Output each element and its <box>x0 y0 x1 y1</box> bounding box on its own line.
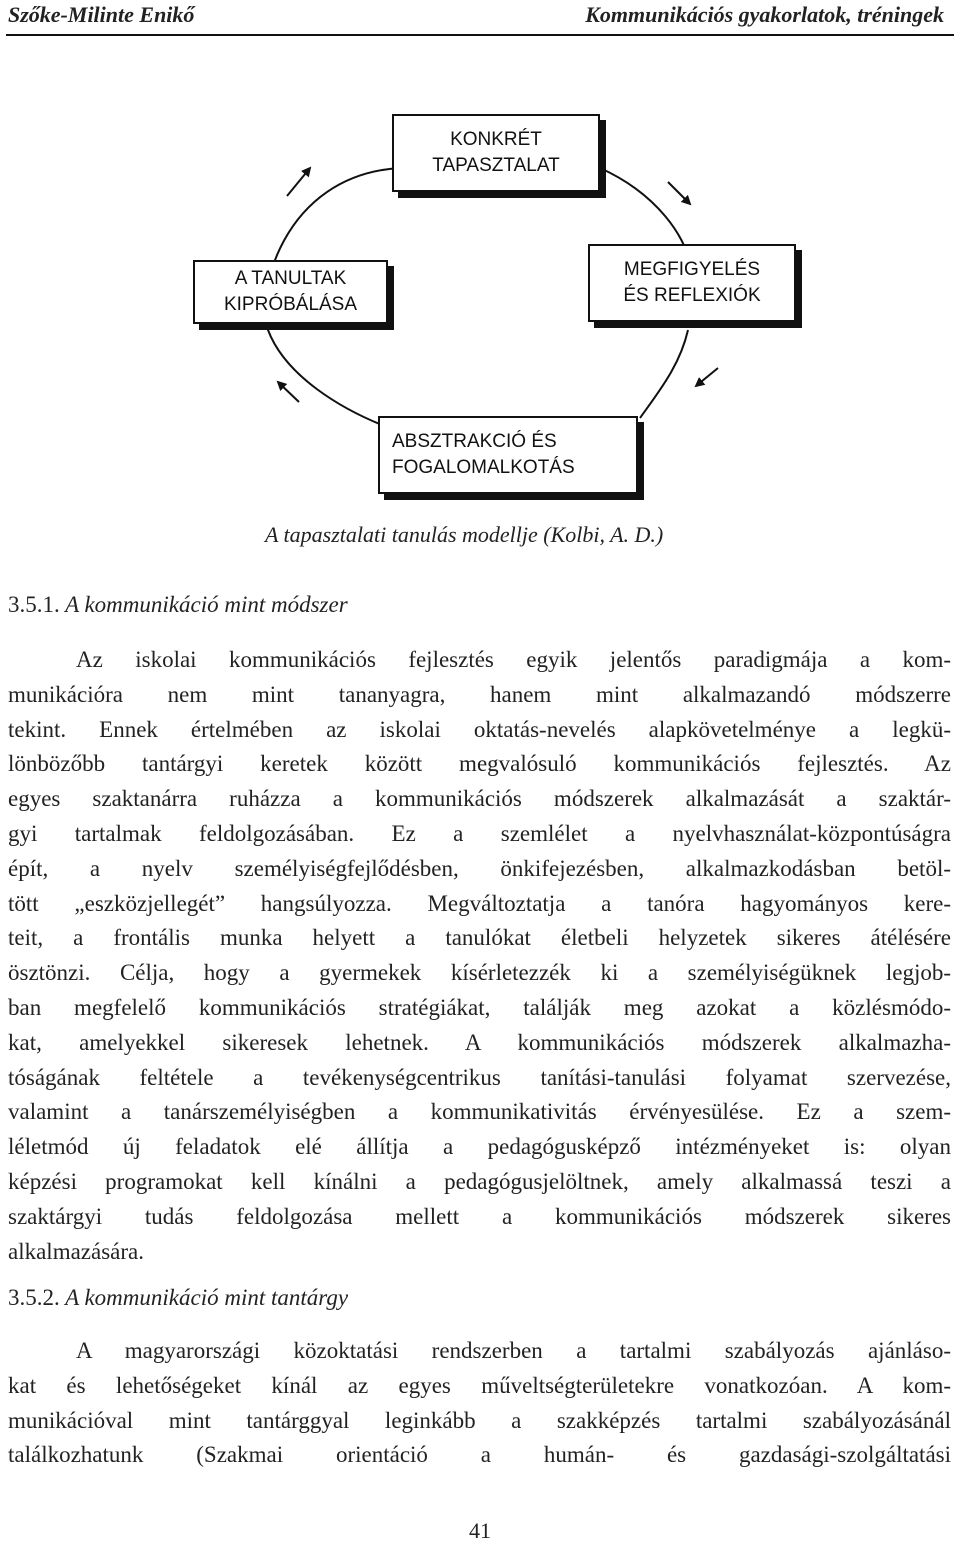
section-number: 3.5.2. <box>8 1285 60 1310</box>
text-line: valamint a tanárszemélyiségben a kommunikativitás érvényesülése. Ez a szem- <box>8 1099 951 1125</box>
text-line: lönbözőbb tantárgyi keretek között megvalósuló kommunikációs fejlesztés. Az <box>8 751 951 777</box>
page-number: 41 <box>469 1518 491 1543</box>
section-title: A kommunikáció mint módszer <box>65 592 348 617</box>
text-line: A magyarországi közoktatási rendszerben a tartalmi szabályozás ajánláso- <box>76 1338 951 1363</box>
box-left-line-2: KIPRÓBÁLÁSA <box>223 294 358 315</box>
section-heading-2 <box>8 1285 348 1311</box>
text-line: ösztönzi. Célja, hogy a gyermekek kísérletezzék ki a személyiségüknek legjob- <box>8 960 951 986</box>
section-number: 3.5.1. <box>8 592 60 617</box>
cycle-arc-right-lower <box>640 330 688 418</box>
text-line: munikációval mint tantárggyal leginkább a szakképzés tartalmi szabályozásánál <box>8 1407 951 1433</box>
box-observation-reflection <box>588 244 796 322</box>
box-right-line-1: MEGFIGYELÉS <box>623 259 761 280</box>
text-line: találkozhatunk (Szakmai orientáció a humán- és gazdasági-szolgáltatási <box>8 1442 951 1468</box>
text-line: ban megfelelő kommunikációs stratégiákat, találják meg azokat a közlésmódo- <box>8 994 951 1020</box>
text-line: épít, a nyelv személyiségfejlődésben, önkifejezésben, alkalmazkodásban betöl- <box>8 855 951 881</box>
learning-cycle-diagram <box>0 100 960 510</box>
box-right-line-2: ÉS REFLEXIÓK <box>623 285 761 306</box>
arrow-top-left <box>287 168 310 196</box>
section-2-paragraph <box>8 1334 951 1473</box>
text-line: tekint. Ennek értelmében az iskolai oktatás-nevelés alapkövetelménye a legkü- <box>8 716 951 742</box>
page-header <box>0 0 960 36</box>
text-line: alkalmazására. <box>8 1238 144 1264</box>
text-line: léletmód új feladatok elé állítja a pedagógusképző intézményeket is: olyan <box>8 1134 951 1160</box>
text-line: kat és lehetőségeket kínál az egyes műveltségterületekre vonatkozóan. A kom- <box>8 1372 951 1398</box>
text-line: képzési programokat kell kínálni a pedagógusjelöltnek, amely alkalmassá teszi a <box>8 1168 951 1194</box>
text-line: tött „eszközjellegét” hangsúlyozza. Megváltoztatja a tanóra hagyományos kere- <box>8 890 951 916</box>
section-heading-1 <box>8 592 348 618</box>
header-author: Szőke-Milinte Enikő <box>8 2 195 27</box>
box-concrete-experience <box>392 114 600 192</box>
box-active-experimentation <box>193 260 388 324</box>
text-line: kat, amelyekkel sikeresek lehetnek. A kommunikációs módszerek alkalmazha- <box>8 1029 951 1055</box>
section-title: A kommunikáció mint tantárgy <box>65 1285 349 1310</box>
section-1-paragraph <box>8 643 951 1269</box>
header-rule <box>6 34 954 36</box>
box-abstract-conceptualization <box>378 416 638 494</box>
box-bottom-line-1: ABSZTRAKCIÓ ÉS <box>392 431 557 452</box>
box-bottom-line-2: FOGALOMALKOTÁS <box>392 457 575 478</box>
text-line: gyi tartalmak feldolgozásában. Ez a szemlélet a nyelvhasználat-központúságra <box>8 820 951 846</box>
text-line: Az iskolai kommunikációs fejlesztés egyik jelentős paradigmája a kom- <box>76 647 951 672</box>
text-line: teit, a frontális munka helyett a tanulókat életbeli helyzetek sikeres átélésére <box>8 925 951 951</box>
text-line: egyes szaktanárra ruházza a kommunikációs módszerek alkalmazását a szaktár- <box>8 786 951 812</box>
arrow-top-right <box>668 182 690 204</box>
box-top-line-1: KONKRÉT <box>450 129 542 150</box>
box-top-line-2: TAPASZTALAT <box>432 155 560 176</box>
text-line: tóságának feltétele a tevékenységcentrikus tanítási-tanulási folyamat szervezése, <box>8 1064 951 1090</box>
text-line: munikációra nem mint tananyagra, hanem mint alkalmazandó módszerre <box>8 681 951 707</box>
header-book-title: Kommunikációs gyakorlatok, tréningek <box>585 2 944 27</box>
text-line: szaktárgyi tudás feldolgozása mellett a kommunikációs módszerek sikeres <box>8 1203 951 1229</box>
arrow-bottom-right <box>696 368 718 386</box>
box-left-line-1: A TANULTAK <box>234 268 347 289</box>
arrow-bottom-left <box>278 382 299 402</box>
figure-caption: A tapasztalati tanulás modellje (Kolbi, A. D.) <box>265 522 664 547</box>
